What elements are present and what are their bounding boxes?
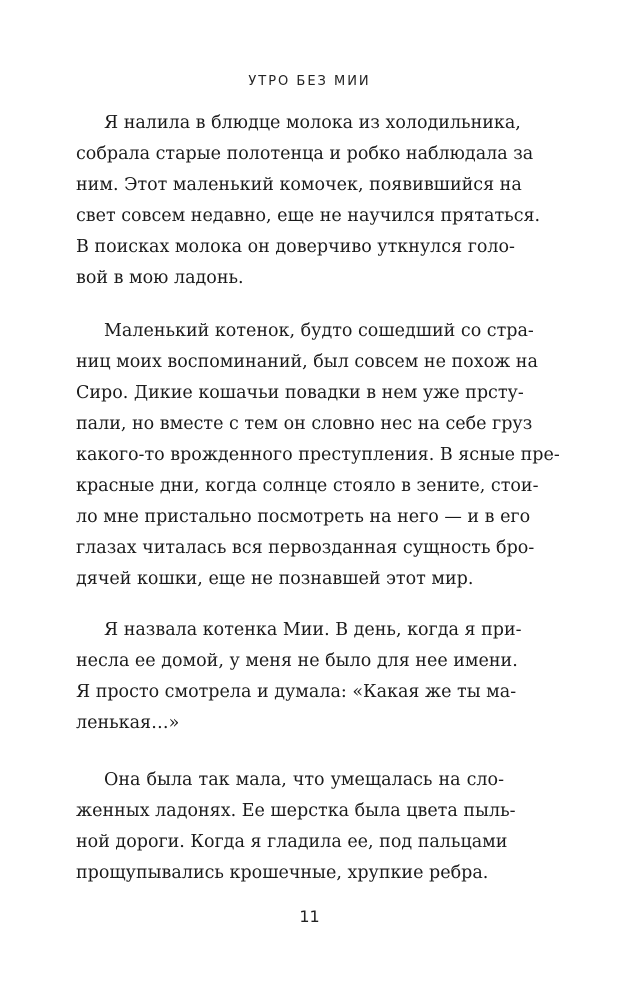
paragraph-line: прощупывались крошечные, хрупкие ребра. — [76, 863, 489, 883]
paragraph-line: Она была так мала, что умещалась на сло- — [104, 770, 504, 790]
paragraph-line: вой в мою ладонь. — [76, 268, 244, 288]
paragraph-line: несла ее домой, у меня не было для нее имени. — [76, 651, 518, 671]
paragraph-line: красные дни, когда солнце стояло в зените, стои- — [76, 476, 539, 496]
paragraph-line: пали, но вместе с тем он словно нес на себе груз — [76, 414, 533, 434]
paragraph-line: ло мне пристально посмотреть на него — и в его — [76, 507, 531, 527]
paragraph-line: ниц моих воспоминаний, был совсем не похож на — [76, 352, 538, 372]
paragraph-2 — [76, 316, 560, 595]
paragraph-line: Я налила в блюдце молока из холодильника, — [104, 113, 521, 133]
paragraph-line: Я просто смотрела и думала: «Какая же ты ма- — [76, 682, 517, 702]
paragraph-line: собрала старые полотенца и робко наблюдала за — [76, 144, 534, 164]
paragraph-line: дячей кошки, еще не познавшей этот мир. — [76, 569, 474, 589]
running-head: УТРО БЕЗ МИИ — [248, 74, 371, 89]
paragraph-line: глазах читалась вся первозданная сущность бро- — [76, 538, 535, 558]
paragraph-line: Маленький котенок, будто сошедший со стра- — [104, 321, 534, 341]
paragraph-line: Я назвала котенка Мии. В день, когда я при- — [104, 620, 522, 640]
page-number: 11 — [299, 907, 320, 926]
paragraph-line: ной дороги. Когда я гладила ее, под пальцами — [76, 832, 508, 852]
paragraph-line: какого-то врожденного преступления. В ясные пре- — [76, 445, 560, 465]
paragraph-3 — [76, 615, 522, 739]
paragraph-line: женных ладонях. Ее шерстка была цвета пыль- — [76, 801, 516, 821]
paragraph-line: В поисках молока он доверчиво уткнулся голо- — [76, 237, 515, 257]
paragraph-line: ленькая…» — [76, 713, 180, 733]
paragraph-4 — [76, 765, 516, 889]
paragraph-1 — [76, 108, 541, 294]
paragraph-line: свет совсем недавно, еще не научился прятаться. — [76, 206, 541, 226]
paragraph-line: Сиро. Дикие кошачьи повадки в нем уже прсту- — [76, 383, 524, 403]
paragraph-line: ним. Этот маленький комочек, появившийся на — [76, 175, 522, 195]
